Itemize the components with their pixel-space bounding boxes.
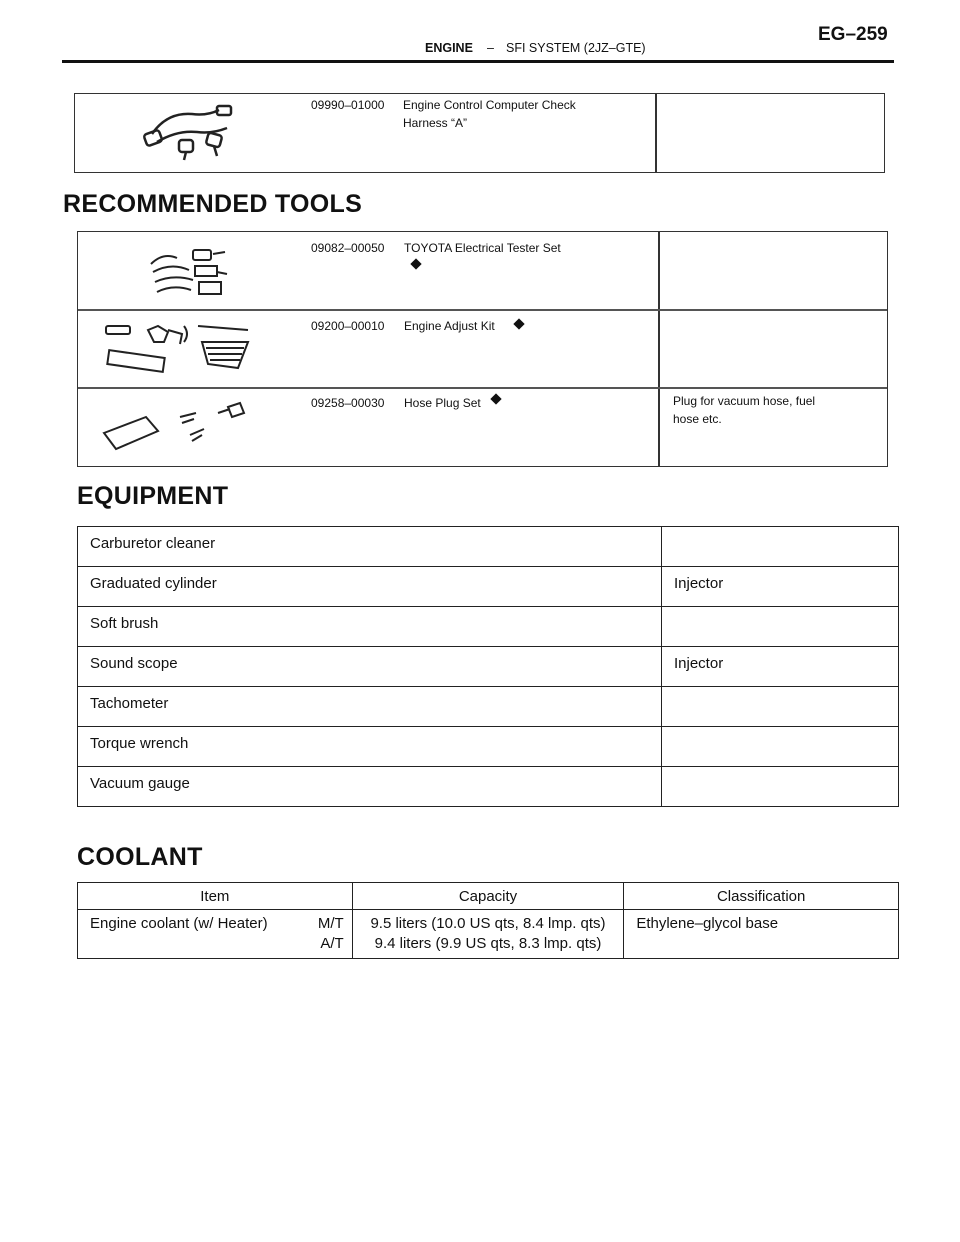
tool-name: Hose Plug Set [404, 396, 481, 410]
page-number: EG–259 [818, 24, 888, 45]
table-row [78, 567, 899, 607]
equipment-item: Tachometer [78, 687, 662, 727]
header-section: ENGINE [425, 41, 473, 55]
tool-number: 09258–00030 [311, 396, 385, 410]
coolant-classification: Ethylene–glycol base [624, 910, 899, 959]
coolant-capacity-cell [352, 910, 624, 959]
equipment-note [662, 727, 899, 767]
table-row [78, 687, 899, 727]
tool-box-divider [655, 94, 657, 172]
equipment-item: Sound scope [78, 647, 662, 687]
equipment-note: Injector [662, 647, 899, 687]
tools-row-divider [78, 387, 887, 389]
equipment-note [662, 527, 899, 567]
header-rule [62, 60, 894, 63]
table-row [78, 767, 899, 807]
tool-name-line2: Harness “A” [403, 116, 468, 130]
tool-name: Engine Adjust Kit [404, 319, 495, 333]
table-row [78, 527, 899, 567]
table-row [78, 607, 899, 647]
coolant-table [77, 882, 899, 959]
table-row [78, 647, 899, 687]
tool-number: 09200–00010 [311, 319, 385, 333]
tool-number: 09990–01000 [311, 98, 385, 112]
electrical-tester-illustration [143, 244, 233, 302]
column-header-classification: Classification [624, 883, 899, 910]
hose-plug-set-illustration [98, 395, 258, 453]
coolant-item: Engine coolant (w/ Heater) [90, 915, 268, 932]
equipment-note: Injector [662, 567, 899, 607]
tool-note-line2: hose etc. [673, 412, 722, 426]
table-header-row [78, 883, 899, 910]
tools-row-divider [78, 309, 887, 311]
tools-box-divider [658, 232, 660, 466]
tool-number: 09082–00050 [311, 241, 385, 255]
recommended-mark-icon [410, 258, 421, 269]
column-header-capacity: Capacity [352, 883, 624, 910]
equipment-item: Vacuum gauge [78, 767, 662, 807]
equipment-item: Torque wrench [78, 727, 662, 767]
equipment-item: Carburetor cleaner [78, 527, 662, 567]
header-separator: – [487, 41, 494, 55]
coolant-item-cell [78, 910, 353, 959]
table-row [78, 727, 899, 767]
check-harness-illustration [137, 102, 247, 162]
equipment-note [662, 767, 899, 807]
coolant-capacity-at: 9.4 liters (9.9 US qts, 8.3 lmp. qts) [374, 935, 602, 952]
tool-name: Engine Control Computer Check [403, 98, 576, 112]
section-title-coolant: COOLANT [77, 843, 203, 871]
tool-name: TOYOTA Electrical Tester Set [404, 241, 561, 255]
header-subsection: SFI SYSTEM (2JZ–GTE) [506, 41, 646, 55]
section-title-equipment: EQUIPMENT [77, 482, 229, 510]
coolant-variant-mt: M/T [317, 915, 344, 932]
tool-note: Plug for vacuum hose, fuel [673, 394, 816, 408]
equipment-note [662, 607, 899, 647]
equipment-table [77, 526, 899, 807]
section-title-recommended-tools: RECOMMENDED TOOLS [63, 190, 363, 218]
equipment-note [662, 687, 899, 727]
table-row [78, 910, 899, 959]
equipment-item: Graduated cylinder [78, 567, 662, 607]
coolant-capacity-mt: 9.5 liters (10.0 US qts, 8.4 lmp. qts) [370, 915, 606, 932]
sst-tool-box [74, 93, 885, 173]
column-header-item: Item [78, 883, 353, 910]
coolant-variant-at: A/T [320, 935, 344, 952]
engine-adjust-kit-illustration [98, 320, 258, 378]
recommended-tools-box [77, 231, 888, 467]
equipment-item: Soft brush [78, 607, 662, 647]
recommended-mark-icon [513, 318, 524, 329]
recommended-mark-icon [490, 393, 501, 404]
